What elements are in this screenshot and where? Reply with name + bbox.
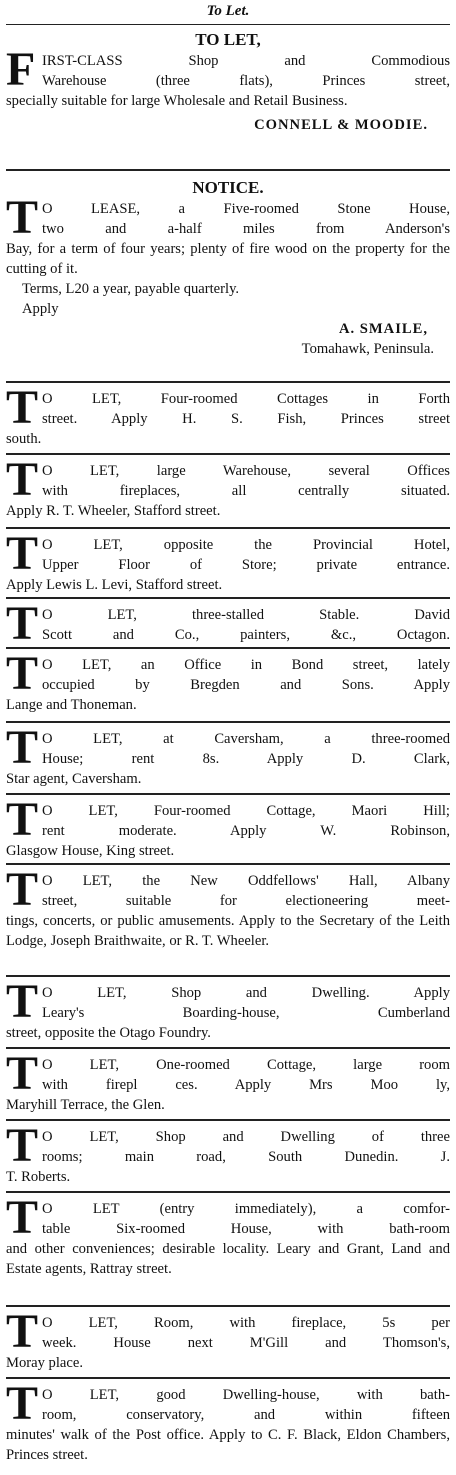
ad-black bbox=[6, 1379, 450, 1475]
ad-line-2: Scott and Co., painters, &c., Octagon. bbox=[42, 627, 450, 643]
ad-levi bbox=[6, 529, 450, 599]
drop-cap: T bbox=[6, 191, 39, 244]
ad-line-2: House; rent 8s. Apply D. Clark, bbox=[42, 751, 450, 767]
ad-text: Lange and Thoneman. bbox=[6, 697, 137, 713]
ad-mcgill bbox=[6, 1307, 450, 1379]
ad-oddfellows bbox=[6, 865, 450, 977]
ad-line-2: room, conservatory, and within fifteen bbox=[42, 1407, 450, 1423]
ad-line-2: street, suitable for electioneering meet- bbox=[42, 893, 450, 909]
ad-leary-boarding bbox=[6, 977, 450, 1049]
ad-text: Apply Lewis L. Levi, Stafford street. bbox=[6, 577, 223, 593]
drop-cap: F bbox=[6, 43, 36, 96]
drop-cap: T bbox=[6, 1191, 39, 1244]
ad-line-2: occupied by Bregden and Sons. Apply bbox=[42, 677, 450, 693]
ad-line-2: rent moderate. Apply W. Robinson, bbox=[42, 823, 450, 839]
ad-line-2: two and a-half miles from Anderson's bbox=[42, 221, 450, 237]
ad-line-1: O LET, opposite the Provincial Hotel, bbox=[42, 537, 450, 553]
ad-line-1: O LET, One-roomed Cottage, large room bbox=[42, 1057, 450, 1073]
ad-moody bbox=[6, 1049, 450, 1121]
ad-line-1: O LET, large Warehouse, several Offices bbox=[42, 463, 450, 479]
ad-line-2: Upper Floor of Store; private entrance. bbox=[42, 557, 450, 573]
ad-line-1: O LET, at Caversham, a three-roomed bbox=[42, 731, 450, 747]
drop-cap: T bbox=[6, 527, 39, 580]
ad-leary-grant bbox=[6, 1193, 450, 1307]
ad-line-1: O LET, the New Oddfellows' Hall, Albany bbox=[42, 873, 450, 889]
ad-text: south. bbox=[6, 431, 42, 447]
ad-body bbox=[6, 43, 450, 111]
drop-cap: T bbox=[6, 863, 39, 916]
ad-terms: Terms, L20 a year, payable quarterly. bbox=[22, 281, 240, 297]
drop-cap: T bbox=[6, 1119, 39, 1172]
ad-scott bbox=[6, 599, 450, 649]
ad-line-2: table Six-roomed House, with bath-room bbox=[42, 1221, 450, 1237]
ad-line-2: Warehouse (three flats), Princes street, bbox=[42, 73, 450, 89]
ad-line-1: O LET (entry immediately), a comfor- bbox=[42, 1201, 450, 1217]
ad-text: Maryhill Terrace, the Glen. bbox=[6, 1097, 165, 1113]
ad-line-2: rooms; main road, South Dunedin. J. bbox=[42, 1149, 450, 1165]
drop-cap: T bbox=[6, 1377, 39, 1430]
ad-line-2: street. Apply H. S. Fish, Princes street bbox=[42, 411, 450, 427]
ad-signature: CONNELL & MOODIE. bbox=[254, 117, 428, 133]
ad-clark bbox=[6, 723, 450, 795]
ad-text: Star agent, Caversham. bbox=[6, 771, 142, 787]
ad-apply: Apply bbox=[22, 301, 59, 317]
ad-line-1: O LET, Shop and Dwelling of three bbox=[42, 1129, 450, 1145]
ad-fish bbox=[6, 383, 450, 455]
ad-line-1: O LET, Room, with fireplace, 5s per bbox=[42, 1315, 450, 1331]
ad-line-1: O LET, three-stalled Stable. David bbox=[42, 607, 450, 623]
ad-line-1: IRST-CLASS Shop and Commodious bbox=[42, 53, 450, 69]
ad-robinson bbox=[6, 795, 450, 865]
ad-line-1: O LET, Four-roomed Cottages in Forth bbox=[42, 391, 450, 407]
drop-cap: T bbox=[6, 1305, 39, 1358]
ad-lange bbox=[6, 649, 450, 723]
ad-text: street, opposite the Otago Foundry. bbox=[6, 1025, 211, 1041]
ad-text: tings, concerts, or public amusements. Apply to the Secretary of the Leith Lodge, Joseph Braithwaite, or R. T. Wheeler. bbox=[6, 913, 450, 949]
ad-title: NOTICE. bbox=[192, 178, 264, 197]
ad-line-2: Leary's Boarding-house, Cumberland bbox=[42, 1005, 450, 1021]
ad-line-1: O LET, good Dwelling-house, with bath- bbox=[42, 1387, 450, 1403]
ad-line-1: O LEASE, a Five-roomed Stone House, bbox=[42, 201, 450, 217]
ad-text: Moray place. bbox=[6, 1355, 83, 1371]
section-heading: To Let. bbox=[6, 0, 450, 25]
ad-line-2: week. House next M'Gill and Thomson's, bbox=[42, 1335, 450, 1351]
drop-cap: T bbox=[6, 1047, 39, 1100]
ad-wheeler bbox=[6, 455, 450, 529]
drop-cap: T bbox=[6, 793, 39, 846]
ad-line-1: O LET, Four-roomed Cottage, Maori Hill; bbox=[42, 803, 450, 819]
drop-cap: T bbox=[6, 453, 39, 506]
ad-text: Apply R. T. Wheeler, Stafford street. bbox=[6, 503, 221, 519]
drop-cap: T bbox=[6, 975, 39, 1028]
ad-signature-place: Tomahawk, Peninsula. bbox=[301, 341, 434, 357]
ad-line-1: O LET, Shop and Dwelling. Apply bbox=[42, 985, 450, 1001]
ad-line-2: with fireplaces, all centrally situated. bbox=[42, 483, 450, 499]
ad-text: specially suitable for large Wholesale and Retail Business. bbox=[6, 93, 348, 109]
drop-cap: T bbox=[6, 721, 39, 774]
ad-text: T. Roberts. bbox=[6, 1169, 71, 1185]
ad-text: Bay, for a term of four years; plenty of fire wood on the property for the cutting of it. bbox=[6, 241, 450, 277]
ad-body bbox=[6, 191, 450, 279]
drop-cap: T bbox=[6, 381, 39, 434]
ad-signature: A. SMAILE, bbox=[338, 321, 428, 337]
ad-line-2: with firepl ces. Apply Mrs Moo ly, bbox=[42, 1077, 450, 1093]
ad-text: and other conveniences; desirable locality. Leary and Grant, Land and Estate agents, Rattray street. bbox=[6, 1241, 450, 1277]
drop-cap: T bbox=[6, 647, 39, 700]
ad-smaile-notice bbox=[6, 171, 450, 383]
drop-cap: T bbox=[6, 597, 39, 650]
ad-text: Glasgow House, King street. bbox=[6, 843, 175, 859]
ad-roberts bbox=[6, 1121, 450, 1193]
ad-connell-moodie bbox=[6, 25, 450, 171]
ad-line-1: O LET, an Office in Bond street, lately bbox=[42, 657, 450, 673]
ad-text: minutes' walk of the Post office. Apply to C. F. Black, Eldon Chambers, Princes street. bbox=[6, 1427, 450, 1463]
ad-title: TO LET, bbox=[195, 30, 261, 49]
